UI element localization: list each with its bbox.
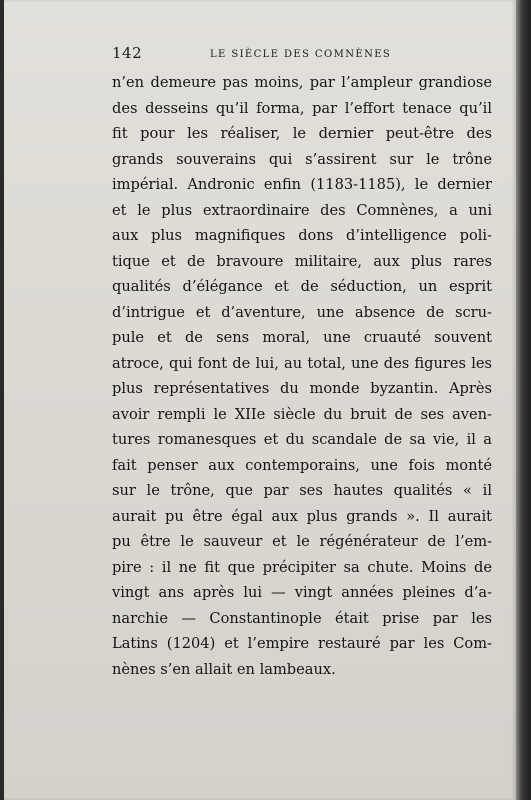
- page-edge: [516, 0, 531, 800]
- body-text: [112, 70, 492, 682]
- text-line: fit pour les réaliser, le dernier peut-être des: [112, 125, 492, 142]
- text-line: n’en demeure pas moins, par l’ampleur grandiose: [112, 74, 492, 91]
- text-line: avoir rempli le XIIe siècle du bruit de ses aven-: [112, 405, 492, 423]
- text-line: pule et de sens moral, une cruauté souvent: [112, 329, 492, 346]
- text-line: aurait pu être égal aux plus grands ». Il aurait: [112, 507, 492, 525]
- text-line: atroce, qui font de lui, au total, une des figures les: [112, 354, 492, 372]
- text-line: impérial. Andronic enfin (1183-1185), le dernier: [112, 176, 492, 193]
- text-line: tures romanesques et du scandale de sa vie, il a: [112, 431, 492, 448]
- page-number: 142: [112, 44, 143, 62]
- text-line: tique et de bravoure militaire, aux plus rares: [112, 252, 492, 270]
- text-line: plus représentatives du monde byzantin. Après: [112, 380, 492, 397]
- text-line: pire : il ne fit que précipiter sa chute. Moins de: [112, 558, 492, 576]
- text-line: des desseins qu’il forma, par l’effort tenace qu’il: [112, 99, 492, 117]
- chapter-title: LE SIÈCLE DES COMNÈNES: [210, 49, 392, 60]
- text-line: aux plus magnifiques dons d’intelligence poli-: [112, 227, 492, 244]
- text-line: grands souverains qui s’assirent sur le trône: [112, 150, 492, 168]
- text-line: fait penser aux contemporains, une fois monté: [112, 456, 492, 474]
- running-head: [112, 44, 492, 66]
- text-line: narchie — Constantinople était prise par les: [112, 609, 492, 627]
- text-line: et le plus extraordinaire des Comnènes, a uni: [112, 201, 492, 219]
- text-line: vingt ans après lui — vingt années pleines d’a-: [112, 584, 492, 601]
- book-page: [4, 0, 516, 800]
- text-line: d’intrigue et d’aventure, une absence de scru-: [112, 303, 492, 321]
- text-line: sur le trône, que par ses hautes qualités « il: [112, 482, 492, 499]
- text-line: pu être le sauveur et le régénérateur de l’em-: [112, 533, 492, 550]
- text-line: qualités d’élégance et de séduction, un esprit: [112, 278, 492, 295]
- text-line: Latins (1204) et l’empire restauré par les Com-: [112, 635, 492, 652]
- text-line: nènes s’en allait en lambeaux.: [112, 660, 336, 678]
